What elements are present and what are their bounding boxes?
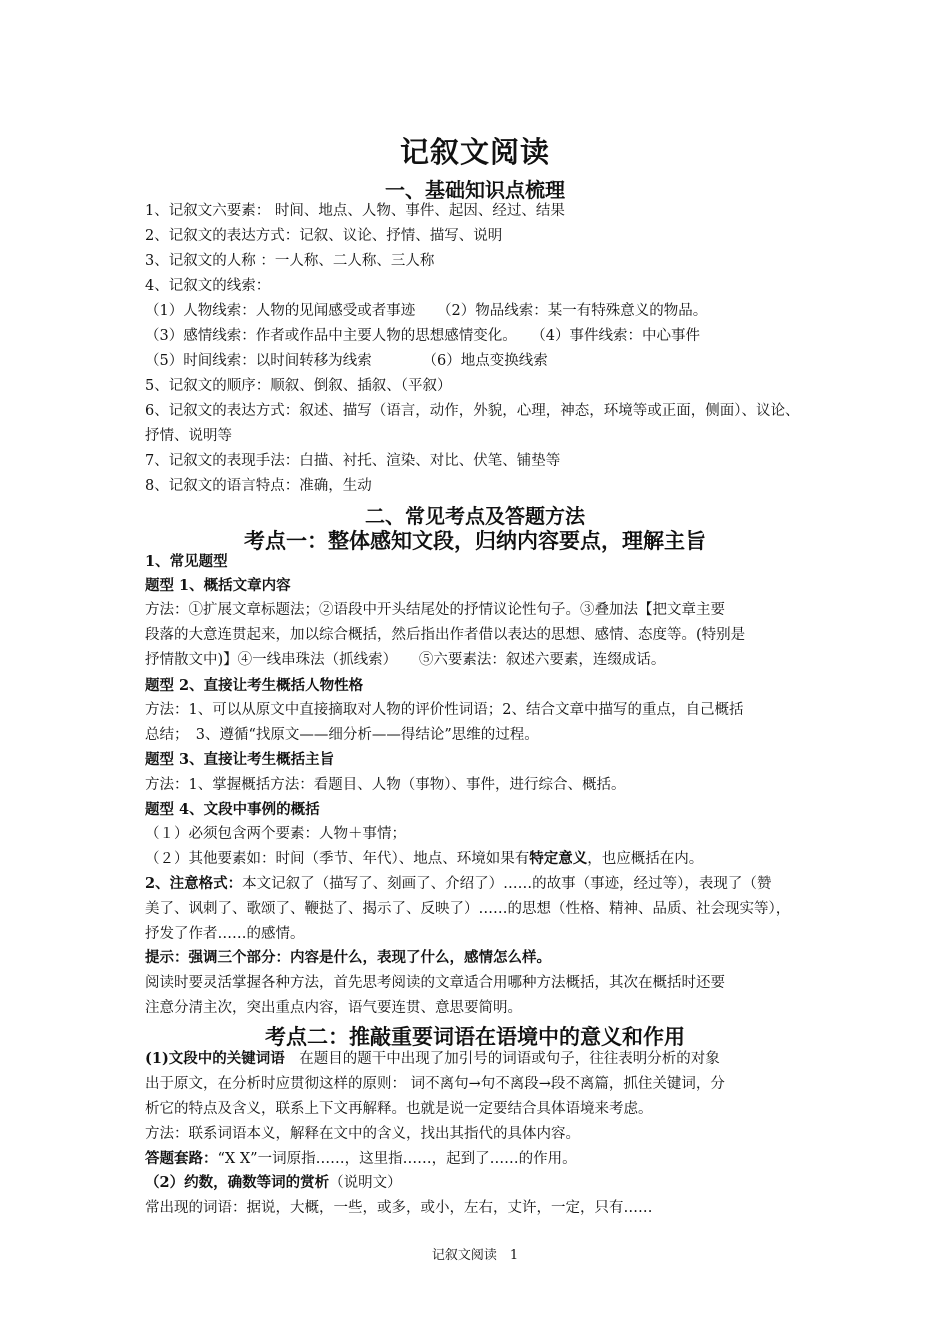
type-2-line-1: 方法：1、可以从原文中直接摘取对人物的评价性词语；2、结合文章中描写的重点，自己概括 xyxy=(145,702,744,718)
tip-heading: 提示：强调三个部分：内容是什么，表现了什么，感情怎么样。 xyxy=(145,949,551,966)
basics-line-1: 1、记叙文六要素： 时间、地点、人物、事件、起因、经过、结果 xyxy=(145,203,565,219)
type-3-heading: 题型 3、直接让考生概括主旨 xyxy=(145,751,335,768)
basics-line-6: （3）感情线索：作者或作品中主要人物的思想感情变化。 （4）事件线索：中心事件 xyxy=(145,328,700,344)
type-1-heading: 题型 1、概括文章内容 xyxy=(145,577,291,594)
approx-numbers-heading: （2）约数，确数等词的赏析 xyxy=(145,1174,330,1191)
section-heading-basics: 一、基础知识点梳理 xyxy=(385,178,565,202)
key-words-line-1 xyxy=(145,1049,825,1069)
key-words-text-1: 在题目的题干中出现了加引号的词语或句子，往往表明分析的对象 xyxy=(284,1051,720,1067)
type-4-line-2-c: ，也应概括在内。 xyxy=(587,851,704,867)
type-4-line-2 xyxy=(145,849,825,869)
basics-line-4: 4、记叙文的线索： xyxy=(145,278,271,294)
basics-line-9: 6、记叙文的表达方式：叙述、描写（语言，动作，外貌，心理，神态，环境等或正面，侧面）、议论、 xyxy=(145,403,800,419)
common-words-line: 常出现的词语：据说，大概，一些，或多，或小，左右，丈许，一定，只有…… xyxy=(145,1200,653,1216)
answer-pattern-text: “X X”一词原指……，这里指……，起到了……的作用。 xyxy=(217,1151,577,1167)
page-title: 记叙文阅读 xyxy=(399,135,550,169)
type-2-line-2: 总结； 3、遵循“找原文——细分析——得结论”思维的过程。 xyxy=(145,727,539,743)
type-4-line-2-a: （２）其他要素如：时间（季节、年代）、地点、环境如果有 xyxy=(145,851,530,867)
answer-pattern-line xyxy=(145,1149,825,1169)
basics-line-11: 7、记叙文的表现手法：白描、衬托、渲染、对比、伏笔、铺垫等 xyxy=(145,453,561,469)
method-line: 方法：联系词语本义，解释在文中的含义，找出其指代的具体内容。 xyxy=(145,1126,580,1142)
format-heading: 2、注意格式： xyxy=(145,875,243,892)
basics-line-10: 抒情、说明等 xyxy=(145,428,232,444)
type-2-heading: 题型 2、直接让考生概括人物性格 xyxy=(145,677,364,694)
type-4-line-1: （１）必须包含两个要素：人物＋事情； xyxy=(145,826,406,842)
basics-line-8: 5、记叙文的顺序：顺叙、倒叙、插叙、（平叙） xyxy=(145,378,452,394)
basics-line-2: 2、记叙文的表达方式：记叙、议论、抒情、描写、说明 xyxy=(145,228,503,244)
basics-line-12: 8、记叙文的语言特点：准确，生动 xyxy=(145,478,372,494)
format-text-1: 本文记叙了（描写了、刻画了、介绍了）……的故事（事迹，经过等），表现了（赞 xyxy=(242,876,772,892)
type-3-line-1: 方法：1、掌握概括方法：看题目、人物（事物）、事件，进行综合、概括。 xyxy=(145,777,626,793)
basics-line-7: （5）时间线索：以时间转移为线索 （6）地点变换线索 xyxy=(145,353,548,369)
answer-pattern-heading: 答题套路： xyxy=(145,1150,218,1167)
special-meaning-emphasis: 特定意义 xyxy=(529,850,588,867)
type-1-line-3: 抒情散文中)】④一线串珠法（抓线索） ⑤六要素法：叙述六要素，连缀成话。 xyxy=(145,652,666,668)
approx-numbers-tag: （说明文） xyxy=(329,1175,402,1191)
format-line-3: 抒发了作者……的感情。 xyxy=(145,926,305,942)
key-words-line-3: 析它的特点及含义，联系上下文再解释。也就是说一定要结合具体语境来考虑。 xyxy=(145,1101,653,1117)
type-1-line-2: 段落的大意连贯起来，加以综合概括，然后指出作者借以表达的思想、感情、态度等。(特别是 xyxy=(145,627,746,643)
common-types-heading: 1、常见题型 xyxy=(145,553,228,570)
key-words-heading: (1)文段中的关键词语 xyxy=(145,1050,285,1067)
tip-line-1: 阅读时要灵活掌握各种方法，首先思考阅读的文章适合用哪种方法概括，其次在概括时还要 xyxy=(145,975,725,991)
page-footer: 记叙文阅读 1 xyxy=(431,1248,519,1263)
type-4-heading: 题型 4、文段中事例的概括 xyxy=(145,801,320,818)
format-line-2: 美了、讽刺了、歌颂了、鞭挞了、揭示了、反映了）……的思想（性格、精神、品质、社会现实等）， xyxy=(145,901,791,917)
basics-line-5: （1）人物线索：人物的见闻感受或者事迹 （2）物品线索：某一有特殊意义的物品。 xyxy=(145,303,708,319)
basics-line-3: 3、记叙文的人称 ：一人称、二人称、三人称 xyxy=(145,253,435,269)
section-heading-exam: 二、常见考点及答题方法 xyxy=(365,504,585,528)
kaodian-1-heading: 考点一：整体感知文段，归纳内容要点，理解主旨 xyxy=(244,528,706,553)
kaodian-2-heading: 考点二：推敲重要词语在语境中的意义和作用 xyxy=(265,1024,685,1049)
format-line-1 xyxy=(145,874,825,894)
approx-numbers-line xyxy=(145,1173,825,1193)
type-1-line-1: 方法：①扩展文章标题法；②语段中开头结尾处的抒情议论性句子。③叠加法【把文章主要 xyxy=(145,602,725,618)
key-words-line-2: 出于原文，在分析时应贯彻这样的原则： 词不离句→句不离段→段不离篇，抓住关键词，分 xyxy=(145,1076,725,1092)
tip-line-2: 注意分清主次，突出重点内容，语气要连贯、意思要简明。 xyxy=(145,1000,522,1016)
